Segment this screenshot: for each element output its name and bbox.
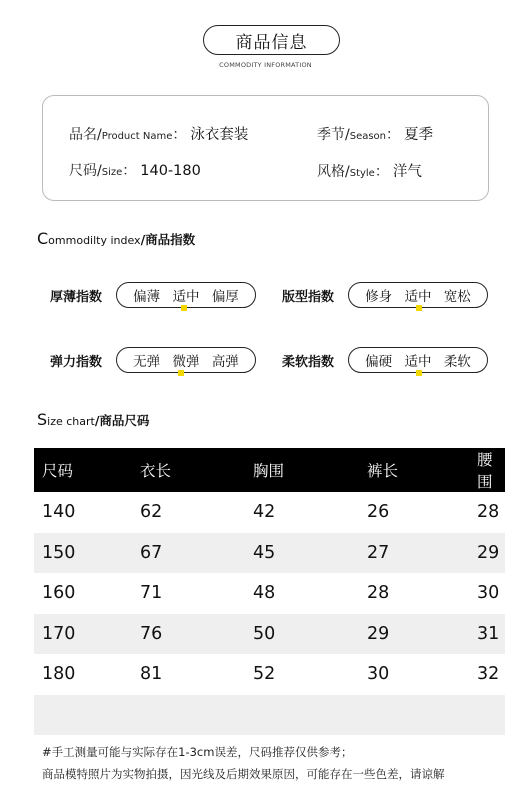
index-scale — [116, 347, 256, 373]
index-option: 偏薄 — [133, 289, 161, 305]
table-cell: 62 — [140, 502, 163, 523]
table-row — [34, 533, 505, 574]
style-label: 风格/ — [317, 164, 350, 180]
table-cell: 28 — [367, 583, 390, 604]
product-name-row — [69, 123, 248, 144]
column-header: 尺码 — [34, 448, 138, 492]
season-label: 季节/ — [317, 127, 350, 143]
index-label: 弹力指数 — [50, 354, 103, 370]
style-label-en: Style — [349, 168, 375, 179]
index-label: 厚薄指数 — [50, 289, 103, 305]
index-option: 无弹 — [133, 354, 161, 370]
size-label: 尺码/ — [69, 163, 102, 179]
season-sep: ： — [386, 127, 401, 143]
table-cell: 48 — [253, 583, 276, 604]
season-row — [317, 123, 433, 144]
table-row — [34, 614, 505, 655]
index-option: 适中 — [404, 289, 432, 305]
index-option: 适中 — [172, 289, 200, 305]
table-cell: 180 — [42, 664, 76, 685]
table-cell: 26 — [367, 502, 390, 523]
commodity-index-title-en: ommodilty index — [48, 234, 141, 247]
table-cell: 30 — [477, 583, 500, 604]
table-cell: 32 — [477, 664, 500, 685]
commodity-index-title-cn: /商品指数 — [140, 232, 196, 247]
table-header-row — [34, 448, 505, 492]
table-cell: 140 — [42, 502, 76, 523]
index-item-thickness — [50, 282, 256, 308]
style-sep: ： — [374, 164, 389, 180]
table-cell — [475, 695, 505, 736]
table-row — [34, 654, 505, 695]
table-cell: 28 — [477, 502, 500, 523]
column-header: 胸围 — [251, 448, 363, 492]
table-cell: 31 — [475, 614, 505, 655]
note-color-difference: 商品模特照片为实物拍摄，因光线及后期效果原因，可能存在一些色差，请谅解 — [42, 767, 445, 781]
product-name-label: 品名/ — [69, 127, 102, 143]
index-scale — [348, 282, 488, 308]
style-value: 洋气 — [392, 164, 422, 180]
size-table — [34, 448, 505, 735]
size-chart-title-en: ize chart — [47, 415, 95, 428]
commodity-index-title — [37, 229, 195, 248]
table-cell: 29 — [363, 614, 475, 655]
index-option: 高弹 — [211, 354, 239, 370]
index-item-elasticity — [50, 347, 256, 373]
table-cell: 52 — [253, 664, 276, 685]
index-item-fit — [282, 282, 488, 308]
table-cell: 71 — [140, 583, 163, 604]
index-marker — [416, 305, 422, 311]
table-cell — [363, 695, 475, 736]
size-value: 140-180 — [140, 163, 201, 179]
table-cell: 76 — [138, 614, 251, 655]
size-sep: ： — [122, 163, 137, 179]
season-label-en: Season — [349, 131, 387, 142]
page-title: 商品信息 — [235, 32, 308, 53]
table-row-empty — [34, 695, 505, 736]
index-option: 柔软 — [443, 354, 471, 370]
table-cell: 150 — [34, 533, 138, 574]
index-marker — [416, 370, 422, 376]
table-cell: 30 — [367, 664, 390, 685]
section-title-pill — [203, 25, 340, 55]
table-cell — [138, 695, 251, 736]
table-row — [34, 573, 505, 614]
table-cell: 42 — [253, 502, 276, 523]
product-name-label-en: Product Name — [101, 131, 173, 142]
column-header: 腰围 — [475, 448, 505, 492]
index-scale — [348, 347, 488, 373]
product-name-sep: ： — [172, 127, 187, 143]
size-label-en: Size — [101, 167, 123, 178]
table-cell: 27 — [363, 533, 475, 574]
commodity-index-title-initial: C — [37, 229, 49, 248]
table-cell: 29 — [475, 533, 505, 574]
table-cell: 67 — [138, 533, 251, 574]
column-header: 裤长 — [363, 448, 475, 492]
index-option: 偏硬 — [365, 354, 393, 370]
table-cell: 81 — [140, 664, 163, 685]
index-item-softness — [282, 347, 488, 373]
table-cell — [34, 695, 138, 736]
table-cell: 170 — [34, 614, 138, 655]
index-label: 柔软指数 — [282, 354, 335, 370]
page-subtitle: COMMODITY INFORMATION — [219, 61, 312, 69]
table-cell: 45 — [251, 533, 363, 574]
style-row — [317, 160, 422, 181]
size-chart-title-initial: S — [37, 410, 48, 429]
product-name-value: 泳衣套装 — [190, 127, 249, 143]
size-chart-title — [37, 410, 149, 429]
size-chart-title-cn: /商品尺码 — [94, 413, 150, 428]
index-label: 版型指数 — [282, 289, 335, 305]
table-row — [34, 492, 505, 533]
index-option: 适中 — [404, 354, 432, 370]
note-measurement: #手工测量可能与实际存在1-3cm误差，尺码推荐仅供参考； — [42, 745, 353, 759]
index-option: 偏厚 — [211, 289, 239, 305]
size-row — [69, 160, 201, 180]
season-value: 夏季 — [404, 127, 434, 143]
index-marker — [181, 305, 187, 311]
index-marker — [178, 370, 184, 376]
product-info-box — [42, 95, 489, 201]
table-cell — [251, 695, 363, 736]
index-option: 修身 — [365, 289, 393, 305]
index-option: 微弹 — [172, 354, 200, 370]
table-cell: 160 — [42, 583, 76, 604]
column-header: 衣长 — [138, 448, 251, 492]
table-cell: 50 — [251, 614, 363, 655]
index-option: 宽松 — [443, 289, 471, 305]
index-scale — [116, 282, 256, 308]
